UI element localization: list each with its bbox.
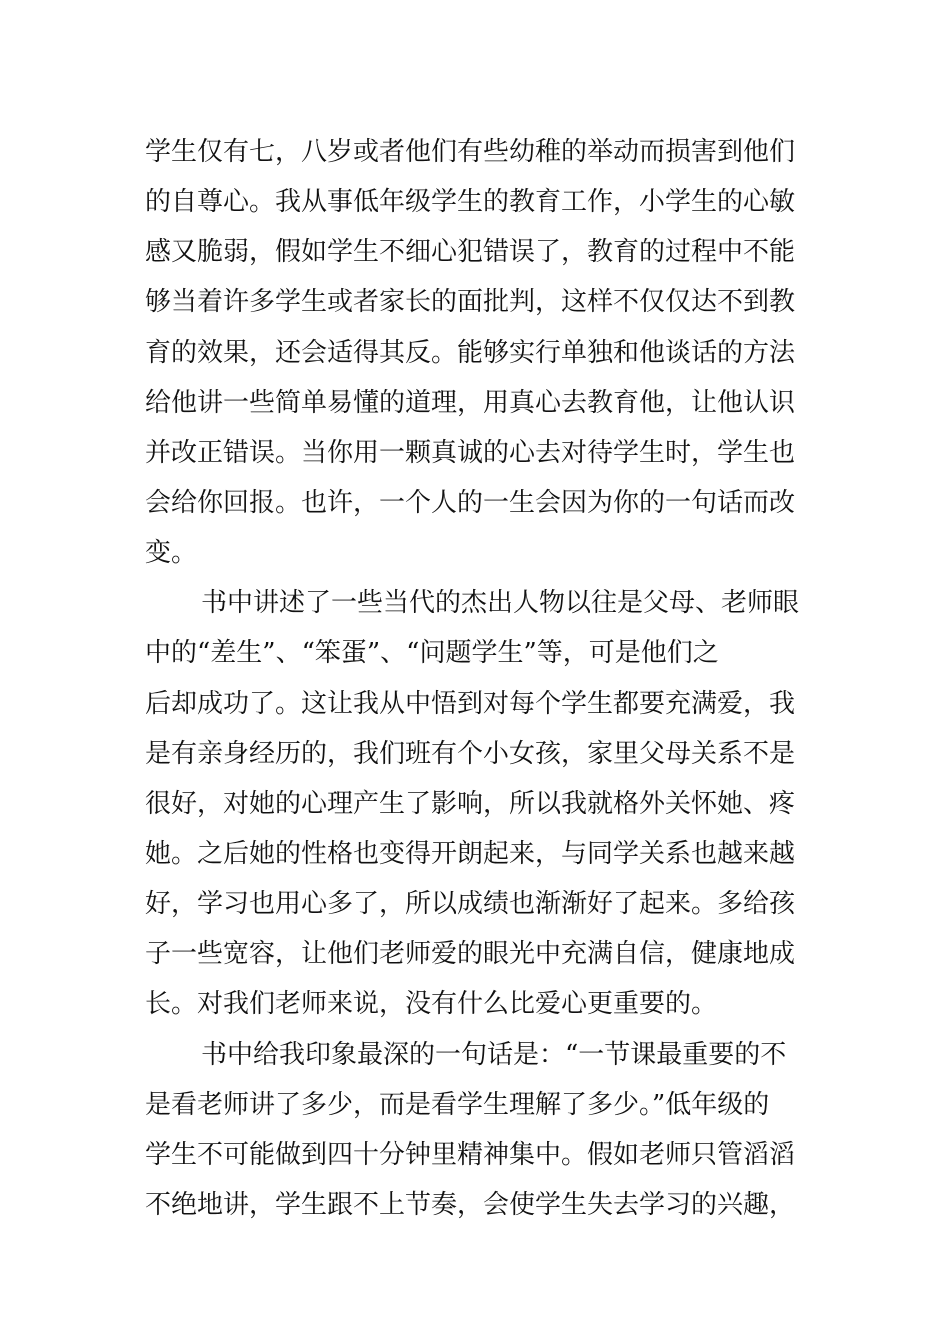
- paragraph-first-line: 书中讲述了一些当代的杰出人物以往是父母、老师眼: [201, 588, 800, 619]
- text-line: 学生不可能做到四十分钟里精神集中。假如老师只管滔滔: [145, 1139, 796, 1170]
- body-text: [145, 127, 807, 1230]
- text-line: 学生仅有七，八岁或者他们有些幼稚的举动而损害到他们: [145, 137, 796, 167]
- text-line: 是有亲身经历的，我们班有个小女孩，家里父母关系不是: [145, 738, 796, 769]
- text-line: 她。之后她的性格也变得开朗起来，与同学关系也越来越: [145, 838, 796, 869]
- text-line: 感又脆弱，假如学生不细心犯错误了，教育的过程中不能: [145, 237, 796, 268]
- paragraph-first-line: 书中给我印象最深的一句话是：“一节课最重要的不: [201, 1039, 787, 1070]
- text-line: 很好，对她的心理产生了影响，所以我就格外关怀她、疼: [145, 788, 796, 819]
- text-line: 并改正错误。当你用一颗真诚的心去对待学生时，学生也: [145, 437, 796, 468]
- text-line: 好，学习也用心多了，所以成绩也渐渐好了起来。多给孩: [145, 889, 796, 920]
- text-line: 不绝地讲，学生跟不上节奏，会使学生失去学习的兴趣，: [145, 1189, 796, 1220]
- text-line: 中的“差生”、“笨蛋”、“问题学生”等，可是他们之: [145, 638, 719, 669]
- text-line: 是看老师讲了多少，而是看学生理解了多少。”低年级的: [145, 1089, 770, 1120]
- text-line: 子一些宽容，让他们老师爱的眼光中充满自信，健康地成: [145, 939, 796, 970]
- text-line: 会给你回报。也许，一个人的一生会因为你的一句话而改: [145, 487, 796, 518]
- text-line: 长。对我们老师来说，没有什么比爱心更重要的。: [145, 989, 718, 1020]
- text-line: 给他讲一些简单易懂的道理，用真心去教育他，让他认识: [145, 387, 796, 418]
- text-line: 的自尊心。我从事低年级学生的教育工作，小学生的心敏: [145, 187, 796, 218]
- text-line: 育的效果，还会适得其反。能够实行单独和他谈话的方法: [145, 337, 796, 368]
- text-line: 变。: [145, 538, 198, 569]
- text-line: 后却成功了。这让我从中悟到对每个学生都要充满爱，我: [145, 688, 796, 719]
- text-line: 够当着许多学生或者家长的面批判，这样不仅仅达不到教: [145, 287, 796, 318]
